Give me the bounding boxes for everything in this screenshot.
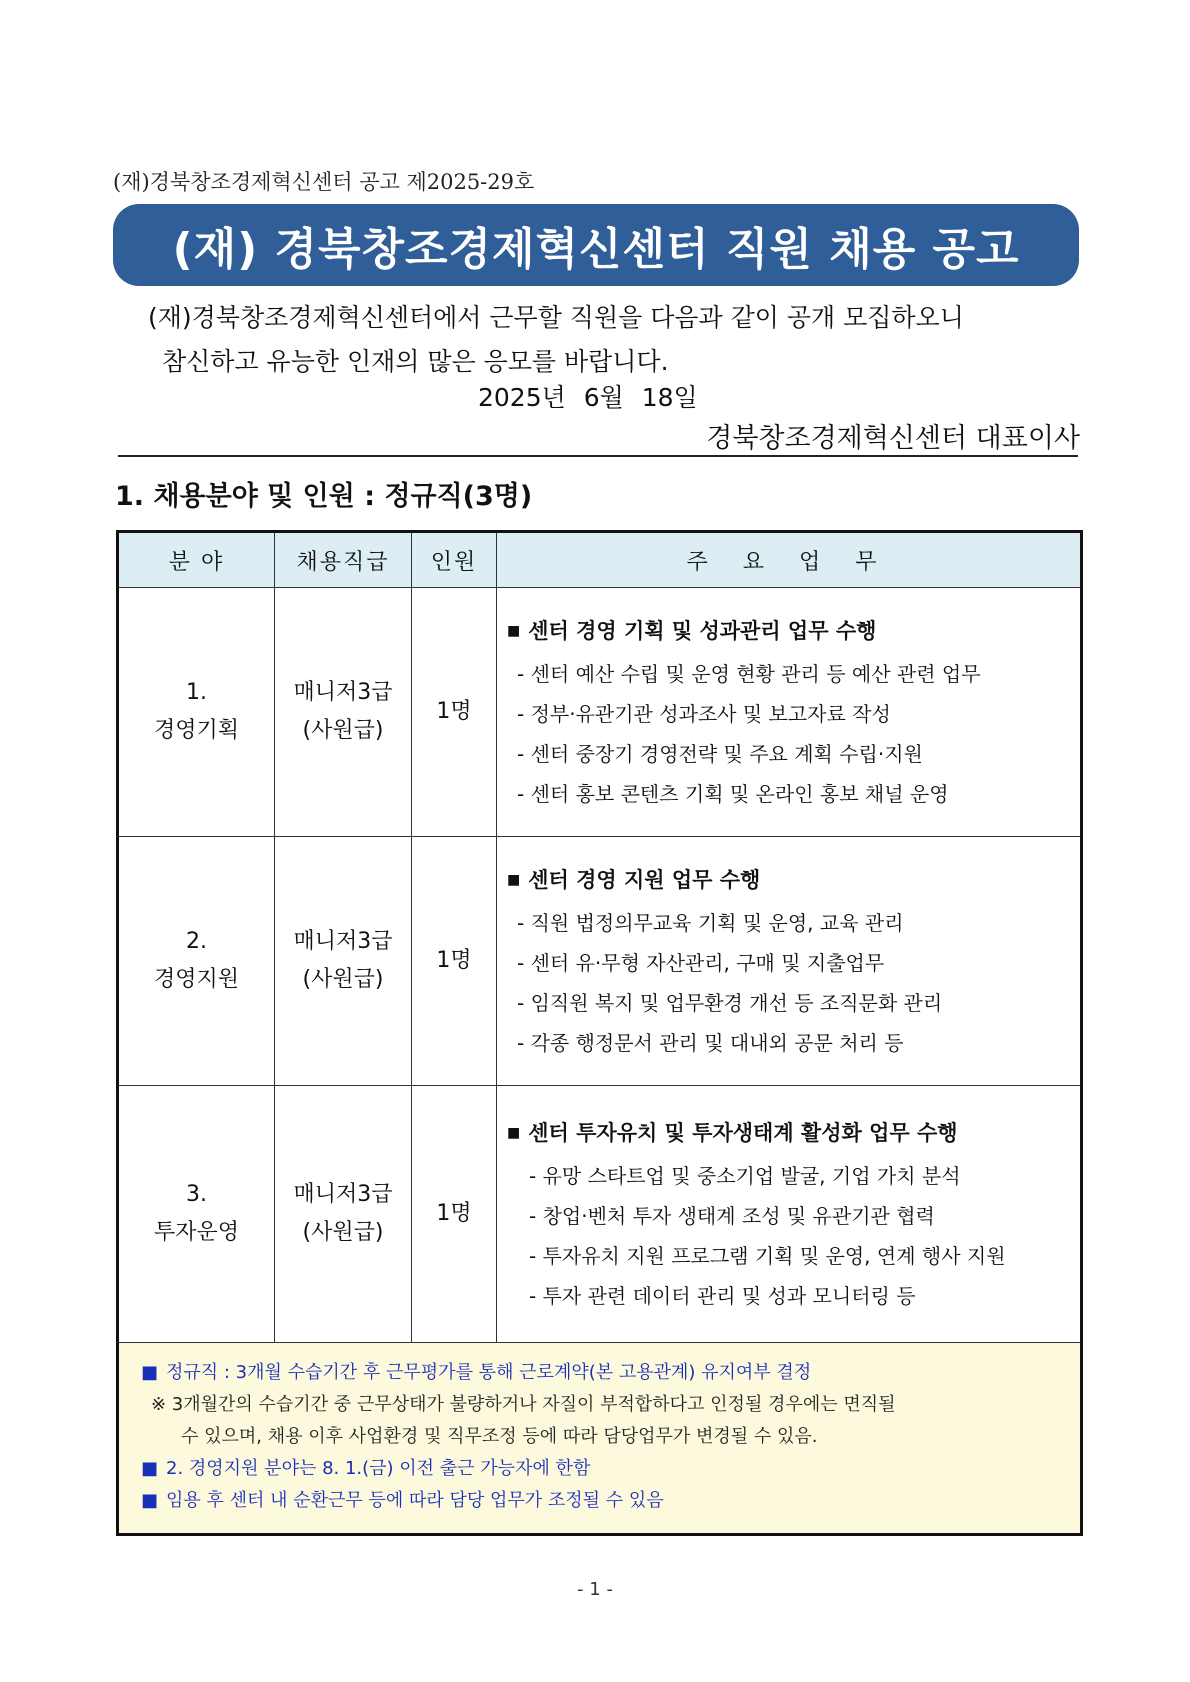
intro-paragraph [148,296,1078,384]
intro-line-1: (재)경북창조경제혁신센터에서 근무할 직원을 다음과 같이 공개 모집하오니 [148,303,964,332]
table-row [118,837,1082,1086]
sub-duty: - 정부·유관기관 성과조사 및 보고자료 작성 [517,701,891,726]
sub-duty: - 센터 유·무형 자산관리, 구매 및 지출업무 [517,950,885,975]
sub-duty: - 센터 예산 수립 및 운영 현황 관리 등 예산 관련 업무 [517,661,981,686]
note-probation-detail: ※ 3개월간의 수습기간 중 근무상태가 불량하거나 자질이 부적합하다고 인정될 경우에는 면직될 [151,1394,896,1415]
square-bullet-icon: ■ [141,1490,159,1511]
issuer: 경북창조경제혁신센터 대표이사 [706,423,1080,454]
count-cell: 1명 [412,837,497,1086]
notes-cell [118,1343,1082,1535]
field-cell [118,837,275,1086]
field-cell [118,588,275,837]
intro-line-2: 참신하고 유능한 인재의 많은 응모를 바랍니다. [162,347,669,376]
grade-sub: (사원급) [302,967,384,992]
note-rotation: ■ 임용 후 센터 내 순환근무 등에 따라 담당 업무가 조정될 수 있음 [141,1490,664,1511]
grade-sub: (사원급) [302,1220,384,1245]
count-cell: 1명 [412,588,497,837]
sub-duty: - 임직원 복지 및 업무환경 개선 등 조직문화 관리 [517,990,943,1015]
square-bullet-icon: ■ [141,1362,159,1383]
grade: 매니저3급 [293,1182,393,1207]
header-field: 분 야 [118,532,275,588]
grade-cell [275,837,412,1086]
duties-cell [497,1086,1082,1343]
notice-number: (재)경북창조경제혁신센터 공고 제2025-29호 [113,170,535,194]
main-duty: ■ 센터 투자유치 및 투자생태계 활성화 업무 수행 [507,1120,958,1145]
field-name: 투자운영 [153,1220,239,1245]
field-number: 3. [186,1182,207,1207]
field-number: 2. [186,929,207,954]
sub-duty: - 센터 중장기 경영전략 및 주요 계획 수립·지원 [517,741,923,766]
grade: 매니저3급 [293,929,393,954]
sub-duty: - 센터 홍보 콘텐츠 기획 및 온라인 홍보 채널 운영 [517,781,949,806]
grade-cell [275,1086,412,1343]
grade: 매니저3급 [293,680,393,705]
main-duty: ■ 센터 경영 기획 및 성과관리 업무 수행 [507,618,877,643]
table-header-row [118,532,1082,588]
page-title: (재) 경북창조경제혁신센터 직원 채용 공고 [172,224,1020,275]
square-bullet-icon: ■ [507,871,521,888]
duties-cell [497,588,1082,837]
field-cell [118,1086,275,1343]
sub-duty: - 투자 관련 데이터 관리 및 성과 모니터링 등 [529,1283,916,1308]
sub-duty: - 각종 행정문서 관리 및 대내외 공문 처리 등 [517,1030,904,1055]
recruitment-table [116,530,1083,1536]
sub-duty: - 유망 스타트업 및 중소기업 발굴, 기업 가치 분석 [529,1163,961,1188]
title-banner [113,204,1079,286]
note-probation-detail-cont: 수 있으며, 채용 이후 사업환경 및 직무조정 등에 따라 담당업무가 변경될 수 있음. [181,1426,818,1447]
field-name: 경영지원 [153,967,239,992]
square-bullet-icon: ■ [507,1124,521,1141]
announcement-date: 2025년 6월 18일 [478,383,698,412]
page-number: - 1 - [577,1579,613,1600]
grade-cell [275,588,412,837]
sub-duty: - 투자유치 지원 프로그램 기획 및 운영, 연계 행사 지원 [529,1243,1006,1268]
table-row [118,588,1082,837]
field-name: 경영기획 [153,718,239,743]
table-row [118,1086,1082,1343]
note-probation: ■ 정규직 : 3개월 수습기간 후 근무평가를 통해 근로계약(본 고용관계) 유지여부 결정 [141,1362,812,1383]
square-bullet-icon: ■ [507,622,521,639]
main-duty: ■ 센터 경영 지원 업무 수행 [507,867,761,892]
note-start-date: ■ 2. 경영지원 분야는 8. 1.(금) 이전 출근 가능자에 한함 [141,1458,591,1479]
sub-duty: - 창업·벤처 투자 생태계 조성 및 유관기관 협력 [529,1203,935,1228]
square-bullet-icon: ■ [141,1458,159,1479]
header-grade: 채용직급 [275,532,412,588]
header-count: 인원 [412,532,497,588]
header-duties: 주 요 업 무 [497,532,1082,588]
count-cell: 1명 [412,1086,497,1343]
notes-row [118,1343,1082,1535]
duties-cell [497,837,1082,1086]
section-heading: 1. 채용분야 및 인원 : 정규직(3명) [115,481,533,512]
field-number: 1. [186,680,207,705]
grade-sub: (사원급) [302,718,384,743]
divider-line [118,455,1078,457]
sub-duty: - 직원 법정의무교육 기획 및 운영, 교육 관리 [517,910,904,935]
